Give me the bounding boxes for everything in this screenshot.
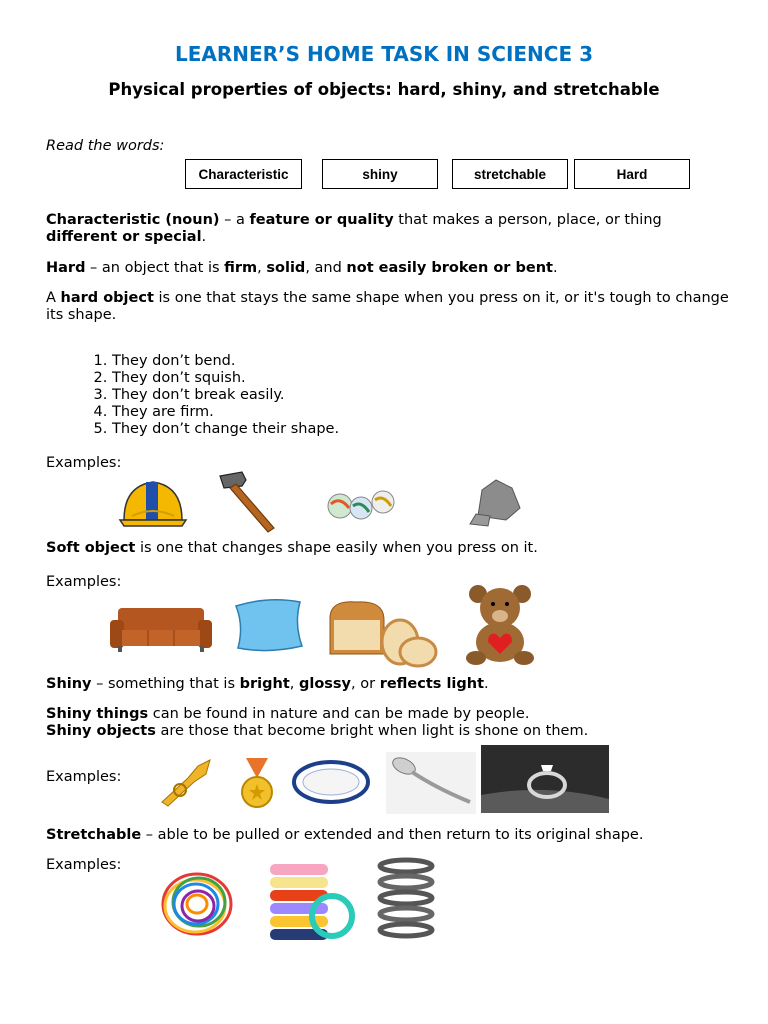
rock-image (466, 476, 526, 530)
characteristic-definition: Characteristic (noun) – a feature or quality that makes a person, place, or thing different or special. (46, 212, 662, 245)
hard-hat-image (118, 476, 188, 530)
plate-image (292, 760, 370, 804)
coil-bracelets-image (266, 860, 358, 946)
word-box-shiny: shiny (322, 159, 438, 189)
stretchable-definition: Stretchable – able to be pulled or extended and then return to its original shape. (46, 827, 644, 843)
read-words-label: Read the words: (46, 138, 165, 154)
soft-object-paragraph: Soft object is one that changes shape easily when you press on it. (46, 540, 538, 556)
ring-image (481, 745, 609, 813)
list-item: 2. They don’t squish. (112, 370, 736, 387)
bread-image (326, 598, 440, 670)
shiny-objects-paragraph: Shiny objects are those that become bright when light is shone on them. (46, 723, 589, 739)
spring-image (370, 856, 440, 946)
list-item: 4. They are firm. (112, 404, 736, 421)
trumpet-image (158, 756, 214, 810)
spoon-image (386, 752, 476, 814)
word-box-stretchable: stretchable (452, 159, 568, 189)
list-item: 1. They don’t bend. (112, 353, 736, 370)
hard-examples-label: Examples: (46, 455, 122, 471)
marbles-image (325, 486, 399, 522)
sofa-image (108, 602, 214, 654)
page-subtitle: Physical properties of objects: hard, shiny, and stretchable (108, 80, 660, 99)
shiny-things-paragraph: Shiny things can be found in nature and can be made by people. (46, 706, 530, 722)
word-box-hard: Hard (574, 159, 690, 189)
list-item: 5. They don’t change their shape. (112, 421, 736, 438)
soft-examples-label: Examples: (46, 574, 122, 590)
hard-properties-list (46, 353, 736, 438)
hard-object-paragraph: A hard object is one that stays the same shape when you press on it, or it's tough to change its shape. (46, 290, 729, 323)
medal-image (238, 756, 276, 812)
stretch-examples-label: Examples: (46, 857, 122, 873)
pillow-image (230, 594, 308, 654)
hammer-image (212, 470, 282, 534)
hard-definition: Hard – an object that is firm, solid, and not easily broken or bent. (46, 260, 558, 276)
rubber-bands-image (158, 864, 236, 944)
shiny-examples-label: Examples: (46, 769, 122, 785)
page-title: LEARNER’S HOME TASK IN SCIENCE 3 (174, 42, 594, 66)
shiny-definition: Shiny – something that is bright, glossy, or reflects light. (46, 676, 489, 692)
teddy-bear-image (462, 582, 538, 668)
word-box-characteristic: Characteristic (185, 159, 302, 189)
list-item: 3. They don’t break easily. (112, 387, 736, 404)
